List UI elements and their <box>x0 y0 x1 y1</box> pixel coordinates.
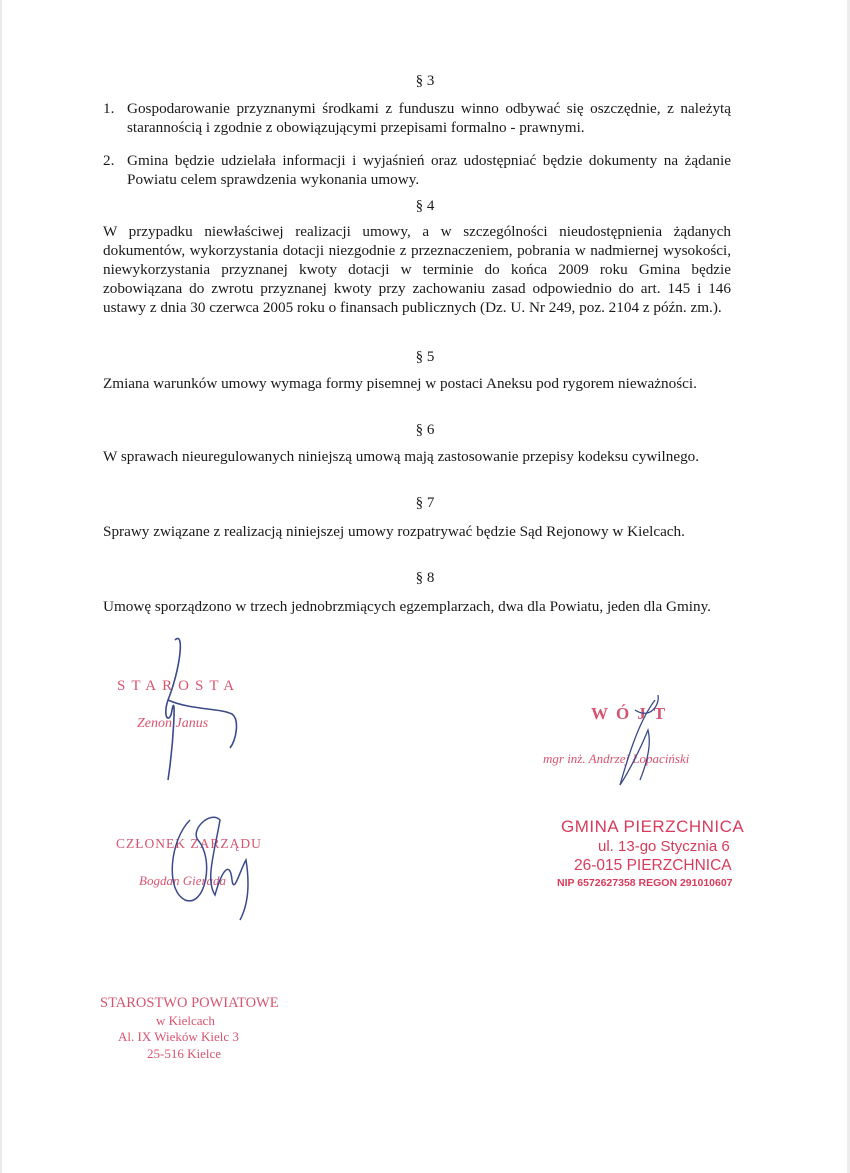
section-3-item-2: Gmina będzie udzielała informacji i wyjaśnień oraz udostępniać będzie dokumenty na żądanie Powiatu celem sprawdzenia wykonania umowy. <box>127 152 731 188</box>
starostwo-stamp-line2: w Kielcach <box>156 1013 215 1028</box>
starostwo-stamp-line3: Al. IX Wieków Kielc 3 <box>118 1029 239 1044</box>
item-number: 1. <box>103 100 115 117</box>
starosta-stamp-name: Zenon Janus <box>137 716 209 731</box>
wojt-stamp-title: WÓJT <box>591 704 674 723</box>
gmina-stamp-line2: ul. 13-go Stycznia 6 <box>598 838 730 855</box>
section-4-text: W przypadku niewłaściwej realizacji umowy, a w szczególności nieudostępnienia żądanych dokumentów, wykorzystania dotacji niezgodnie z przeznaczeniem, pobrania w nadmiernej wysokości, niewykorzystania przyznanej kwoty dotacji w terminie do końca 2009 roku Gmina będzie zobowiązana do zwrotu przyznanej kwoty przy zachowaniu zasad odpowiednio do art. 145 i 146 ustawy z dnia 30 czerwca 2005 roku o finansach publicznych (Dz. U. Nr 249, poz. 2104 z późn. zm.). <box>103 223 731 316</box>
starosta-signature <box>140 630 250 790</box>
czlonek-signature <box>160 800 280 925</box>
czlonek-stamp-title: CZŁONEK ZARZĄDU <box>116 836 262 851</box>
item-number: 2. <box>103 152 115 169</box>
gmina-stamp-line1: GMINA PIERZCHNICA <box>561 817 745 836</box>
section-3-heading: § 3 <box>415 73 435 89</box>
section-6-text: W sprawach nieuregulowanych niniejszą umową mają zastosowanie przepisy kodeksu cywilnego. <box>103 448 700 465</box>
section-6-heading: § 6 <box>415 422 435 438</box>
wojt-signature <box>600 690 680 800</box>
section-5-heading: § 5 <box>415 349 435 365</box>
gmina-stamp-line4: NIP 6572627358 REGON 291010607 <box>557 877 733 889</box>
section-4-heading: § 4 <box>415 198 435 214</box>
starostwo-stamp-line4: 25-516 Kielce <box>147 1046 222 1061</box>
section-7-text: Sprawy związane z realizacją niniejszej umowy rozpatrywać będzie Sąd Rejonowy w Kielcach. <box>103 523 685 540</box>
starosta-stamp-title: STAROSTA <box>117 678 241 694</box>
starostwo-stamp-line1: STAROSTWO POWIATOWE <box>100 995 279 1011</box>
section-3-item-1: Gospodarowanie przyznanymi środkami z funduszu winno odbywać się oszczędnie, z należytą starannością i zgodnie z obowiązującymi przepisami formalno - prawnymi. <box>127 100 731 136</box>
section-8-heading: § 8 <box>415 570 435 586</box>
section-5-text: Zmiana warunków umowy wymaga formy pisemnej w postaci Aneksu pod rygorem nieważności. <box>103 375 697 392</box>
wojt-stamp-name: mgr inż. Andrzej Łopaciński <box>543 751 690 766</box>
section-8-text: Umowę sporządzono w trzech jednobrzmiących egzemplarzach, dwa dla Powiatu, jeden dla Gminy. <box>103 598 711 615</box>
czlonek-stamp-name: Bogdan Gierada <box>139 873 227 888</box>
section-7-heading: § 7 <box>415 495 435 511</box>
gmina-stamp-line3: 26-015 PIERZCHNICA <box>574 857 732 874</box>
